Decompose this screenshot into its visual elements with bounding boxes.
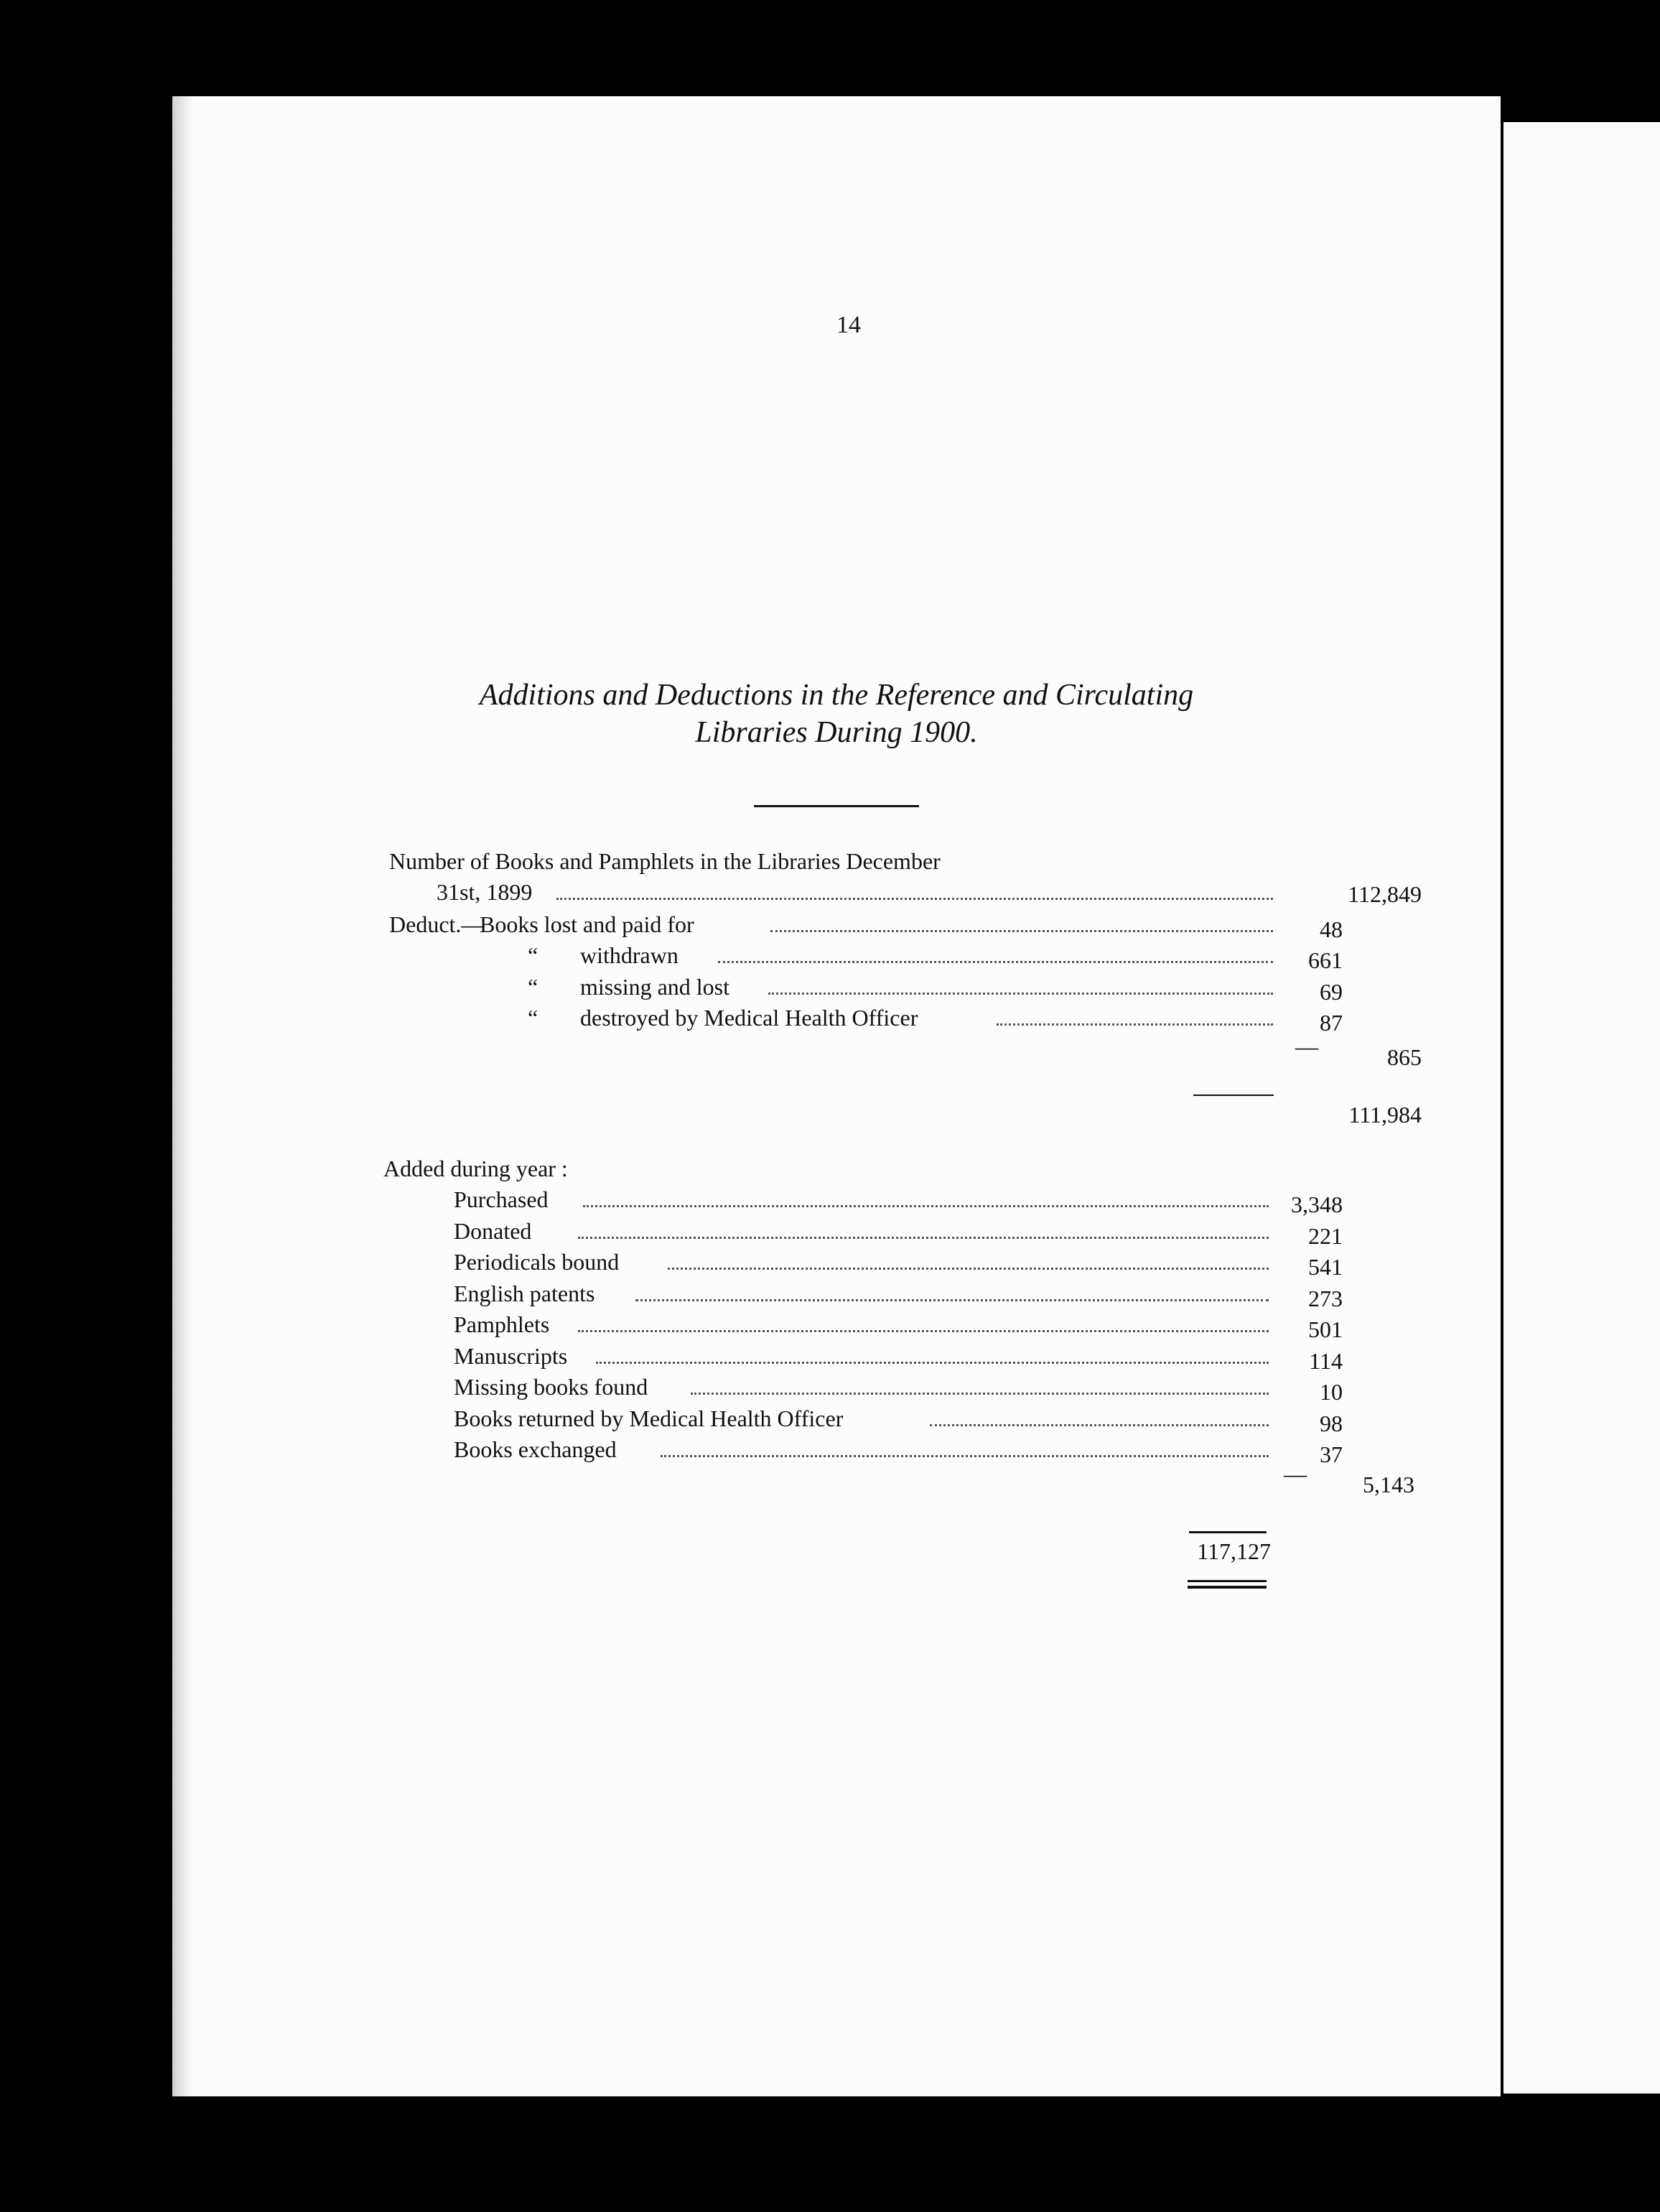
- added-item-label: English patents: [454, 1281, 595, 1306]
- added-total: 5,143: [1363, 1472, 1414, 1497]
- added-item-label: Donated: [454, 1218, 532, 1244]
- deduct-dash: —: [1295, 1033, 1318, 1059]
- dot-leader: [596, 1360, 1269, 1364]
- added-item-label: Books returned by Medical Health Officer: [454, 1405, 844, 1431]
- title-line-2: Libraries During 1900.: [695, 716, 978, 749]
- dot-leader: [768, 990, 1273, 995]
- added-item-label: Missing books found: [454, 1374, 648, 1400]
- title-line-1: Additions and Deductions in the Reference and Circulating: [479, 679, 1194, 712]
- ditto-mark: “: [528, 942, 538, 968]
- added-item-value: 541: [1308, 1254, 1343, 1280]
- opening-line-1: Number of Books and Pamphlets in the Libraries December: [389, 848, 941, 874]
- deduct-item-value: 69: [1320, 979, 1343, 1005]
- balance-after-deductions: 111,984: [1348, 1102, 1422, 1128]
- added-heading: Added during year :: [383, 1156, 568, 1181]
- dot-leader: [556, 896, 1273, 900]
- ditto-mark: “: [528, 974, 538, 1000]
- dot-leader: [668, 1265, 1269, 1270]
- added-item-label: Manuscripts: [454, 1343, 568, 1369]
- added-item-value: 3,348: [1291, 1191, 1343, 1217]
- dot-leader: [635, 1297, 1269, 1301]
- dot-leader: [770, 928, 1273, 932]
- opening-total: 112,849: [1348, 881, 1422, 907]
- deduct-total: 865: [1387, 1044, 1422, 1070]
- facing-page: [1503, 122, 1660, 2094]
- dot-leader: [578, 1235, 1269, 1239]
- sum-rule: [1189, 1531, 1267, 1533]
- added-item-label: Books exchanged: [454, 1436, 617, 1462]
- added-item-label: Periodicals bound: [454, 1249, 620, 1275]
- double-rule-bottom: [1188, 1586, 1267, 1589]
- added-item-value: 114: [1309, 1348, 1343, 1374]
- book-page: [172, 96, 1501, 2096]
- added-item-value: 10: [1320, 1379, 1343, 1405]
- opening-line-2: 31st, 1899: [437, 879, 533, 905]
- deduct-prefix: Deduct.—: [389, 911, 485, 937]
- dot-leader: [718, 959, 1273, 963]
- double-rule-top: [1188, 1580, 1267, 1582]
- page-edge: [172, 96, 194, 2096]
- added-dash: —: [1284, 1461, 1307, 1487]
- dot-leader: [578, 1328, 1269, 1332]
- deduct-item-label: withdrawn: [580, 942, 679, 968]
- dot-leader: [583, 1203, 1269, 1207]
- grand-total: 117,127: [1197, 1538, 1271, 1564]
- added-item-value: 98: [1320, 1411, 1343, 1436]
- added-item-label: Pamphlets: [454, 1311, 550, 1337]
- added-item-value: 221: [1308, 1223, 1343, 1249]
- deduct-item-label: destroyed by Medical Health Officer: [580, 1005, 918, 1031]
- added-item-value: 273: [1308, 1286, 1343, 1311]
- dot-leader: [691, 1390, 1269, 1395]
- deduct-item-value: 48: [1320, 916, 1343, 942]
- subtotal-rule: [1193, 1095, 1274, 1096]
- page-number: 14: [836, 312, 861, 338]
- dot-leader: [997, 1021, 1273, 1026]
- added-item-label: Purchased: [454, 1186, 549, 1212]
- dot-leader: [661, 1453, 1269, 1457]
- deduct-item-label: missing and lost: [580, 974, 730, 1000]
- added-item-value: 37: [1320, 1441, 1343, 1467]
- ditto-mark: “: [528, 1005, 538, 1031]
- title-rule: [754, 805, 919, 807]
- deduct-item-value: 661: [1308, 947, 1343, 973]
- deduct-item-label: Books lost and paid for: [480, 911, 694, 937]
- deduct-item-value: 87: [1320, 1010, 1343, 1036]
- added-item-value: 501: [1308, 1316, 1343, 1342]
- dot-leader: [930, 1422, 1269, 1426]
